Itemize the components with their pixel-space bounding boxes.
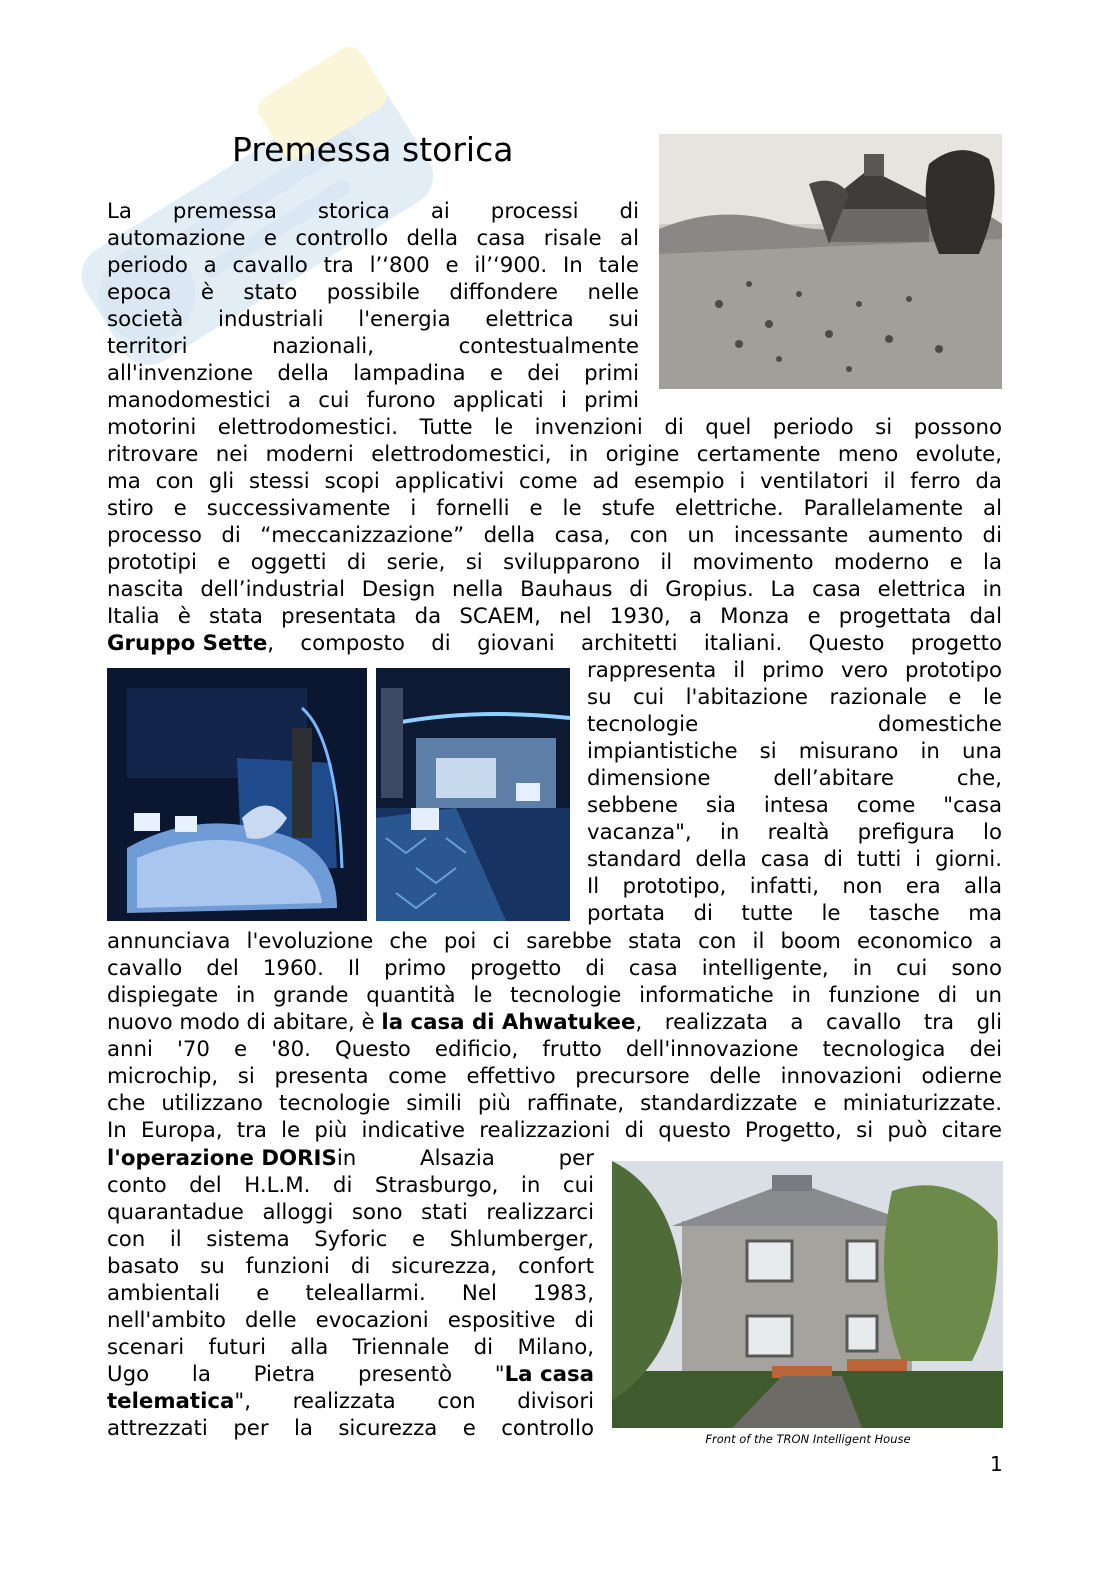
text-line: scenari futuri alla Triennale di Milano, (107, 1335, 594, 1360)
text-line: rappresenta il primo vero prototipo (587, 658, 1002, 683)
living-interior-photo (376, 668, 570, 921)
page-title: Premessa storica (232, 130, 514, 169)
text-line: dispiegate in grande quantità le tecnologie informatiche in funzione di un (107, 983, 1002, 1008)
text-line: all'invenzione della lampadina e dei primi (107, 361, 639, 386)
text-line: La premessa storica ai processi di (107, 199, 639, 224)
bold-term: la casa di Ahwatukee (381, 1010, 636, 1035)
bold-term: telematica (107, 1389, 235, 1414)
text-line: microchip, si presenta come effettivo precursore delle innovazioni odierne (107, 1064, 1002, 1089)
photo-caption: Front of the TRON Intelligent House (705, 1432, 911, 1446)
text-line: In Europa, tra le più indicative realizzazioni di questo Progetto, si può citare (107, 1118, 1002, 1143)
page-number: 1 (990, 1452, 1003, 1476)
bedroom-interior-photo (107, 668, 367, 921)
text-line: manodomestici a cui furono applicati i primi (107, 388, 639, 413)
text-line: annunciava l'evoluzione che poi ci sarebbe stata con il boom economico a (107, 929, 1002, 954)
text-line: ritrovare nei moderni elettrodomestici, in origine certamente meno evolute, (107, 442, 1002, 467)
text-line: basato su funzioni di sicurezza, confort (107, 1254, 594, 1279)
bold-term: l'operazione DORIS (107, 1146, 337, 1171)
text-line: Italia è stata presentata da SCAEM, nel 1930, a Monza e progettata dal (107, 604, 1002, 629)
text-line: attrezzati per la sicurezza e controllo (107, 1416, 594, 1441)
text-line: quarantadue alloggi sono stati realizzarci (107, 1200, 594, 1225)
text-line: nell'ambito delle evocazioni espositive di (107, 1308, 594, 1333)
text-line: l'operazione DORIS in Alsazia per (107, 1146, 594, 1171)
text-line: cavallo del 1960. Il primo progetto di casa intelligente, in cui sono (107, 956, 1002, 981)
text-line: dimensione dell’abitare che, (587, 766, 1002, 791)
text-line: motorini elettrodomestici. Tutte le invenzioni di quel periodo si possono (107, 415, 1002, 440)
text-line: standard della casa di tutti i giorni. (587, 847, 1002, 872)
text-line: automazione e controllo della casa risale al (107, 226, 639, 251)
tron-house-photo (612, 1161, 1003, 1428)
text-line: società industriali l'energia elettrica sui (107, 307, 639, 332)
text-line: portata di tutte le tasche ma (587, 901, 1002, 926)
text-line: sebbene sia intesa come "casa (587, 793, 1002, 818)
text-line: tecnologie domestiche (587, 712, 1002, 737)
text-line: Il prototipo, infatti, non era alla (587, 874, 1002, 899)
text-line: ma con gli stessi scopi applicativi come ad esempio i ventilatori il ferro da (107, 469, 1002, 494)
text-line: anni '70 e '80. Questo edificio, frutto dell'innovazione tecnologica dei (107, 1037, 1002, 1062)
text-line: che utilizzano tecnologie simili più raffinate, standardizzate e miniaturizzate. (107, 1091, 1002, 1116)
bold-term: La casa (504, 1362, 594, 1387)
text-line: ambientali e teleallarmi. Nel 1983, (107, 1281, 594, 1306)
text-line: territori nazionali, contestualmente (107, 334, 639, 359)
text-line: vacanza", in realtà prefigura lo (587, 820, 1002, 845)
text-line: processo di “meccanizzazione” della casa, con un incessante aumento di (107, 523, 1002, 548)
text-line: nascita dell’industrial Design nella Bauhaus di Gropius. La casa elettrica in (107, 577, 1002, 602)
text-line: su cui l'abitazione razionale e le (587, 685, 1002, 710)
text-line: telematica ", realizzata con divisori (107, 1389, 594, 1414)
villa-photo (659, 134, 1002, 389)
text-line: prototipi e oggetti di serie, si svilupparono il movimento moderno e la (107, 550, 1002, 575)
text-line: impiantistiche si misurano in una (587, 739, 1002, 764)
text-line: stiro e successivamente i fornelli e le stufe elettriche. Parallelamente al (107, 496, 1002, 521)
text-line: periodo a cavallo tra l’‘800 e il’‘900. In tale (107, 253, 639, 278)
text-line: conto del H.L.M. di Strasburgo, in cui (107, 1173, 594, 1198)
text-line: Gruppo Sette , composto di giovani architetti italiani. Questo progetto (107, 631, 1002, 656)
text-line: epoca è stato possibile diffondere nelle (107, 280, 639, 305)
text-line: con il sistema Syforic e Shlumberger, (107, 1227, 594, 1252)
text-line: Ugo la Pietra presentò " La casa (107, 1362, 594, 1387)
bold-term: Gruppo Sette (107, 631, 268, 656)
text-line: nuovo modo di abitare, è la casa di Ahwatukee , realizzata a cavallo tra gli (107, 1010, 1002, 1035)
